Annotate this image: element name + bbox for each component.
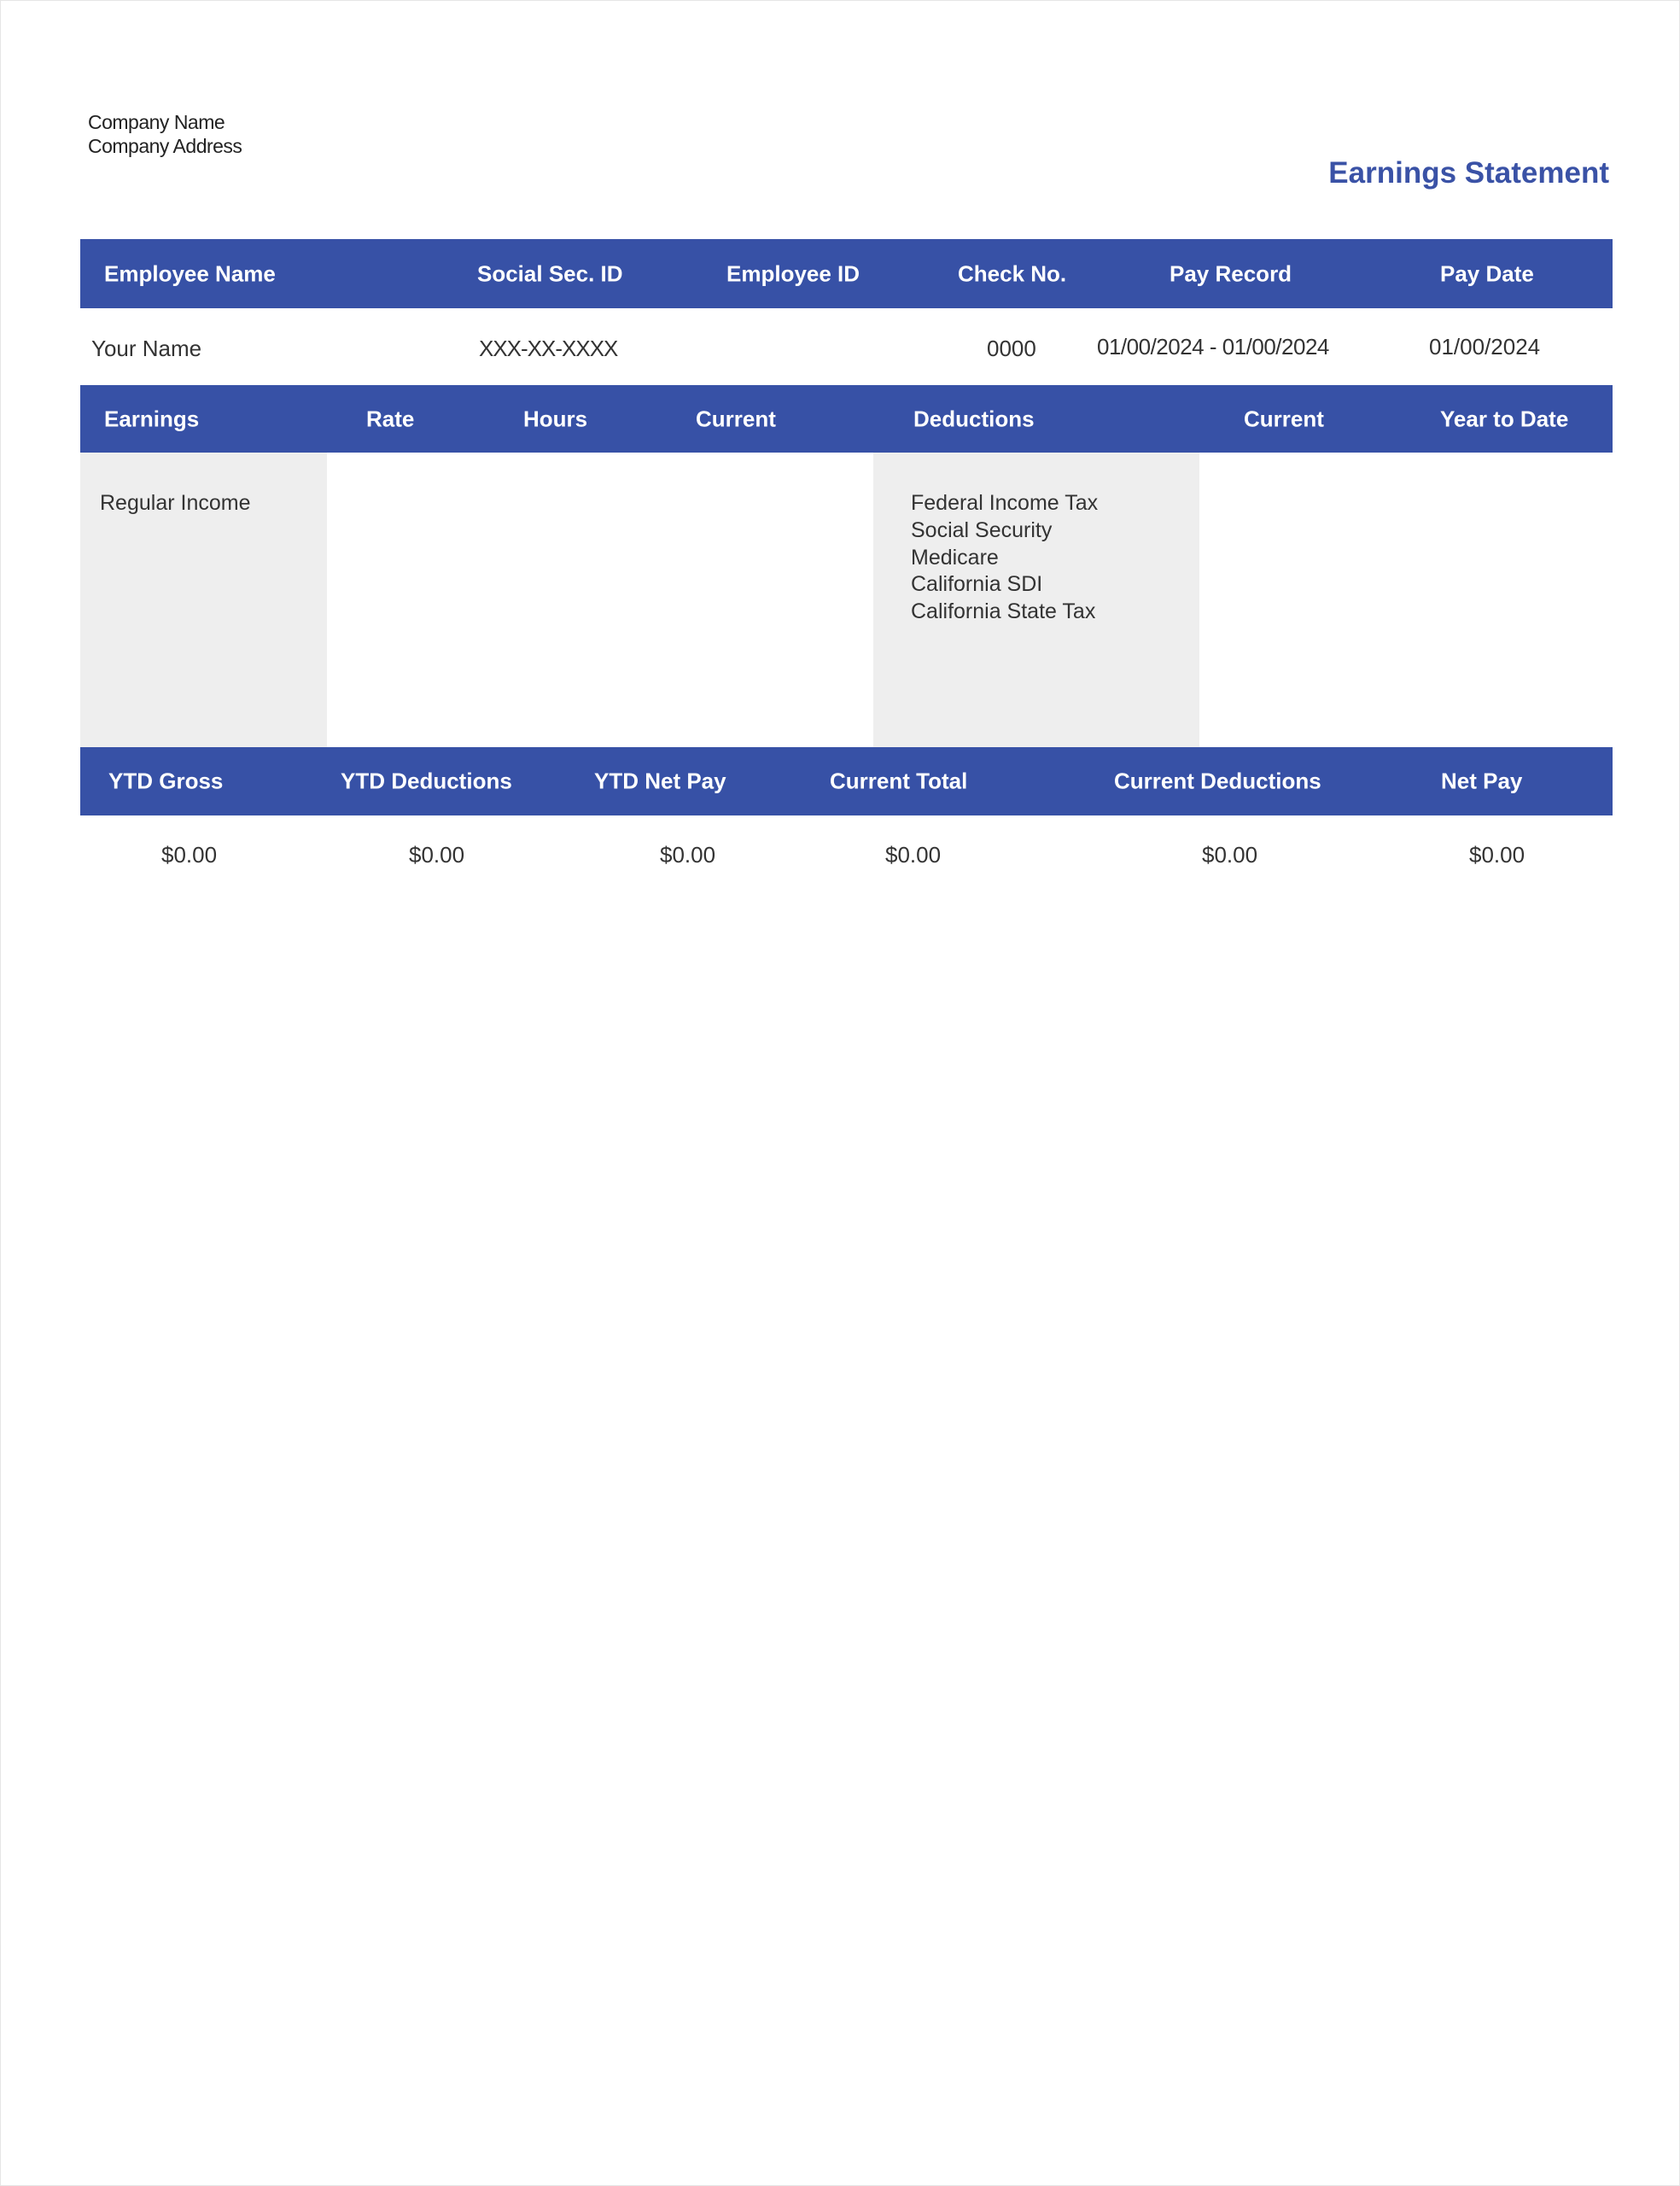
header-year-to-date: Year to Date	[1440, 406, 1569, 431]
company-name: Company Name	[88, 111, 225, 133]
ytd-net-pay-value: $0.00	[660, 842, 716, 868]
deduction-item: Federal Income Tax	[911, 491, 1099, 515]
deduction-item: Social Security	[911, 518, 1053, 542]
current-total-value: $0.00	[885, 842, 942, 868]
net-pay-value: $0.00	[1469, 842, 1525, 868]
employee-header-bar	[80, 239, 1613, 308]
header-ytd-gross: YTD Gross	[108, 768, 224, 794]
header-current-earnings: Current	[696, 406, 776, 431]
header-check-no: Check No.	[958, 260, 1067, 286]
header-pay-date: Pay Date	[1440, 260, 1534, 286]
header-pay-record: Pay Record	[1170, 260, 1292, 286]
ytd-gross-value: $0.00	[161, 842, 218, 868]
header-rate: Rate	[366, 406, 415, 431]
header-current-deductions-total: Current Deductions	[1114, 768, 1321, 794]
deduction-item: California State Tax	[911, 599, 1096, 623]
header-earnings: Earnings	[104, 406, 200, 431]
header-employee-name: Employee Name	[104, 260, 276, 286]
header-net-pay: Net Pay	[1441, 768, 1523, 794]
check-no-value: 0000	[987, 336, 1036, 361]
company-address: Company Address	[88, 135, 242, 157]
header-deductions: Deductions	[913, 406, 1035, 431]
header-ytd-deductions: YTD Deductions	[341, 768, 512, 794]
deduction-item: Medicare	[911, 546, 999, 570]
earnings-header-bar	[80, 385, 1613, 453]
totals-header-bar	[80, 747, 1613, 815]
header-social-sec-id: Social Sec. ID	[477, 260, 623, 286]
header-ytd-net-pay: YTD Net Pay	[594, 768, 726, 794]
deduction-item: California SDI	[911, 572, 1043, 596]
ssn-value: XXX-XX-XXXX	[479, 336, 618, 361]
earning-item: Regular Income	[100, 491, 251, 515]
header-current-total: Current Total	[830, 768, 968, 794]
header-employee-id: Employee ID	[726, 260, 860, 286]
header-current-deductions: Current	[1244, 406, 1324, 431]
pay-date-value: 01/00/2024	[1429, 334, 1541, 359]
current-deductions-value: $0.00	[1202, 842, 1258, 868]
pay-record-value: 01/00/2024 - 01/00/2024	[1097, 334, 1329, 359]
header-hours: Hours	[523, 406, 588, 431]
employee-name-value: Your Name	[91, 336, 202, 361]
ytd-deductions-value: $0.00	[409, 842, 465, 868]
document-title: Earnings Statement	[1328, 156, 1609, 190]
